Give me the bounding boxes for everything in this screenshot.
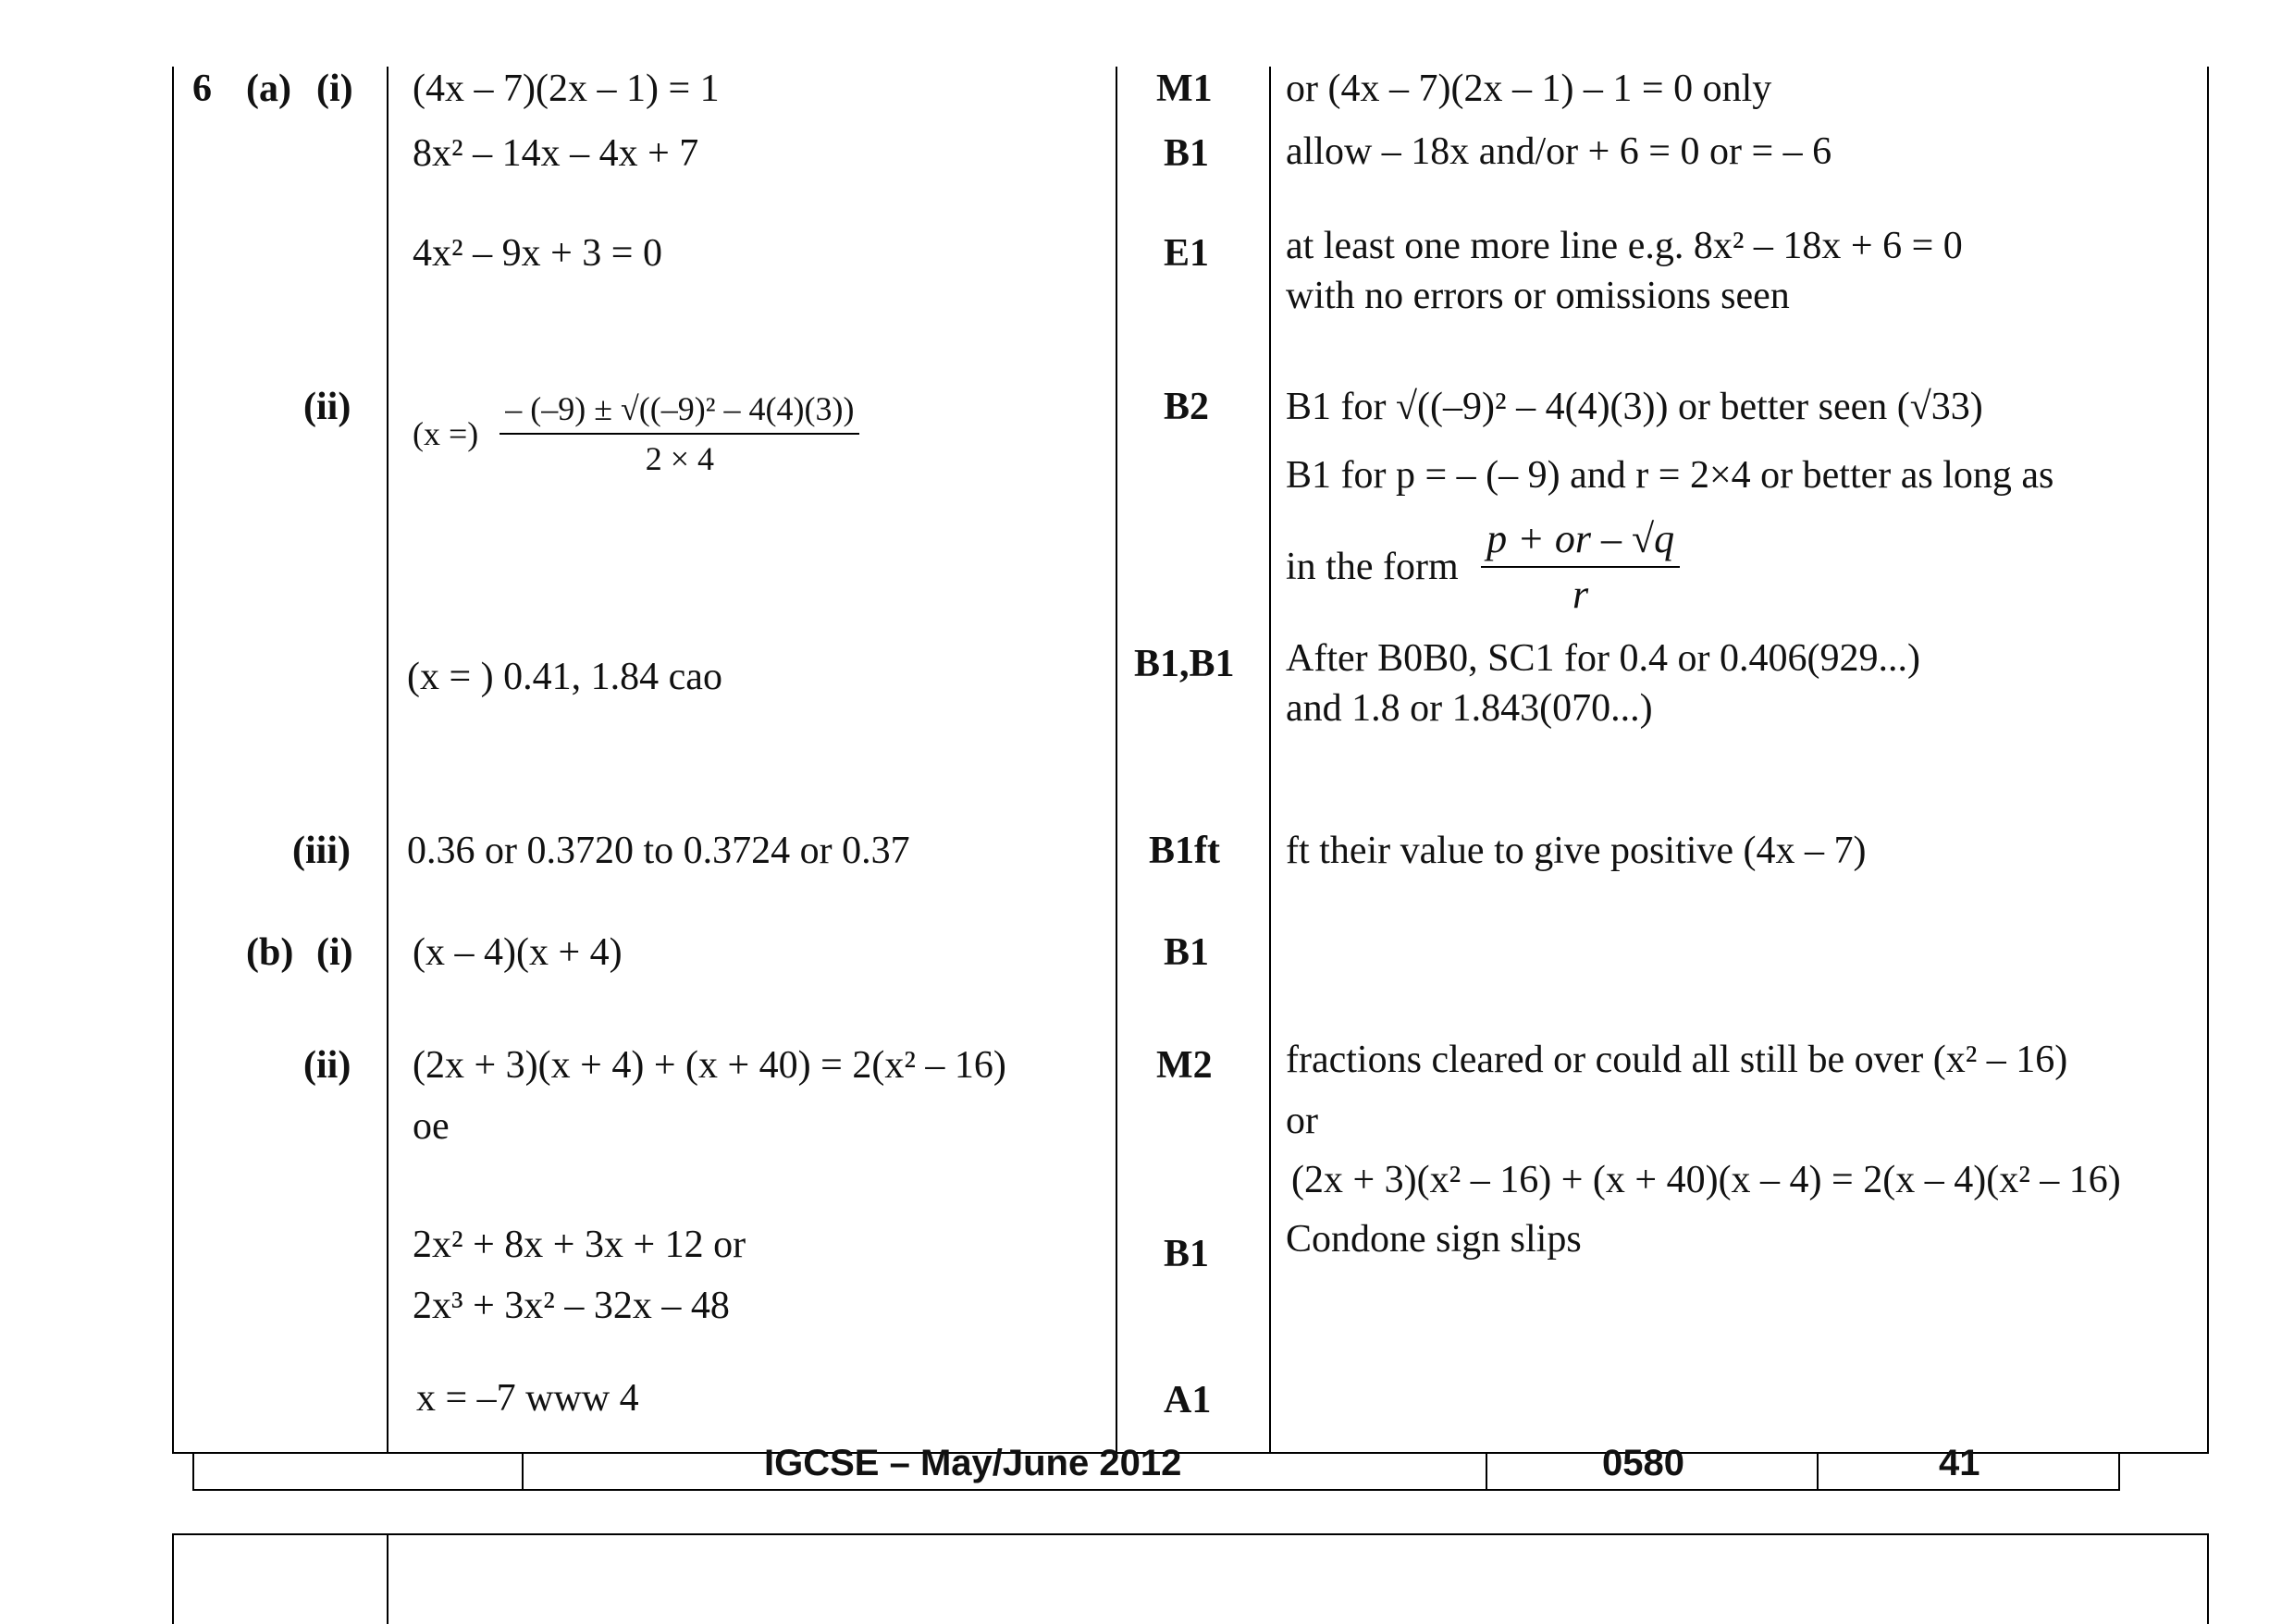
bii-answer-2: 2x² + 8x + 3x + 12 or: [413, 1224, 746, 1266]
aii-note-3: [1286, 516, 1680, 618]
part-aiii-label: (iii): [292, 830, 351, 872]
next-table-right: [2207, 1533, 2209, 1624]
aii-note-1: B1 for √((–9)² – 4(4)(3)) or better seen (√33): [1286, 386, 1983, 428]
header-div-3: [1817, 1454, 1819, 1491]
bii-note-2: or: [1286, 1100, 1318, 1142]
next-table-top: [172, 1533, 2209, 1535]
ai-note-3b: with no errors or omissions seen: [1286, 275, 1790, 317]
bii-note-3: (2x + 3)(x² – 16) + (x + 40)(x – 4) = 2(x – 4)(x² – 16): [1291, 1159, 2121, 1201]
bii-answer-3: 2x³ + 3x² – 32x – 48: [413, 1285, 730, 1327]
next-table-left: [172, 1533, 174, 1624]
part-ai-label: (i): [316, 68, 353, 110]
table-divider-3: [1269, 67, 1271, 1454]
part-a-label: (a): [246, 68, 291, 110]
aiii-answer: 0.36 or 0.3720 to 0.3724 or 0.37: [407, 830, 910, 872]
bii-answer-1b: oe: [413, 1105, 450, 1148]
aii-note-3-fraction: [1481, 516, 1680, 618]
bii-note-4: Condone sign slips: [1286, 1218, 1582, 1261]
header-right: [2118, 1454, 2120, 1491]
ai-note-2: allow – 18x and/or + 6 = 0 or = – 6: [1286, 130, 1832, 173]
bii-answer-4: x = –7 www 4: [416, 1377, 639, 1420]
header-bottom: [192, 1489, 2120, 1491]
aii-formula-prefix: (x =): [413, 415, 479, 452]
ai-answer-3: 4x² – 9x + 3 = 0: [413, 232, 662, 275]
bii-note-1: fractions cleared or could all still be over (x² – 16): [1286, 1039, 2068, 1081]
table-right-border: [2207, 67, 2209, 1454]
header-left: [192, 1454, 194, 1491]
bii-answer-1: (2x + 3)(x + 4) + (x + 40) = 2(x² – 16): [413, 1044, 1006, 1087]
bi-mark: B1: [1164, 931, 1210, 974]
table-divider-2: [1116, 67, 1117, 1454]
aii-formula-fraction: [500, 388, 859, 479]
aii-formula-numerator: – (–9) ± √((–9)² – 4(4)(3)): [500, 388, 859, 435]
part-b-label: (b): [246, 931, 294, 974]
ai-note-3: at least one more line e.g. 8x² – 18x + 6 = 0: [1286, 225, 1963, 267]
table-left-border: [172, 67, 174, 1454]
part-bi-label: (i): [316, 931, 353, 974]
ai-mark-2: B1: [1164, 132, 1210, 175]
part-bii-label: (ii): [303, 1044, 352, 1087]
ai-answer-1: (4x – 7)(2x – 1) = 1: [413, 68, 720, 110]
syllabus-text: IGCSE – May/June 2012: [764, 1443, 1182, 1483]
aiii-note: ft their value to give positive (4x – 7): [1286, 830, 1867, 872]
ai-note-1: or (4x – 7)(2x – 1) – 1 = 0 only: [1286, 68, 1772, 110]
part-aii-label: (ii): [303, 386, 352, 428]
aii-answer-2: (x = ) 0.41, 1.84 cao: [407, 656, 722, 698]
header-div-1: [522, 1454, 524, 1491]
ai-answer-2: 8x² – 14x – 4x + 7: [413, 132, 699, 175]
paper-number: 41: [1939, 1443, 1980, 1483]
aii-note-5: and 1.8 or 1.843(070...): [1286, 687, 1653, 730]
syllabus-code: 0580: [1602, 1443, 1684, 1483]
aiii-mark: B1ft: [1149, 830, 1220, 872]
ai-mark-1: M1: [1156, 68, 1213, 110]
aii-mark-1: B2: [1164, 386, 1210, 428]
bi-answer: (x – 4)(x + 4): [413, 931, 623, 974]
header-div-2: [1486, 1454, 1487, 1491]
aii-note-2: B1 for p = – (– 9) and r = 2×4 or better as long as: [1286, 454, 2054, 497]
aii-note-3-numerator: p + or – √q: [1481, 516, 1680, 568]
aii-note-3-denominator: r: [1572, 572, 1589, 617]
bii-mark-2: B1: [1164, 1233, 1210, 1275]
question-number: 6: [192, 68, 212, 110]
aii-note-4: After B0B0, SC1 for 0.4 or 0.406(929...): [1286, 637, 1920, 680]
aii-formula: [413, 388, 859, 479]
table-bottom-border: [172, 1452, 2209, 1454]
next-table-divider: [387, 1533, 388, 1624]
aii-mark-2: B1,B1: [1134, 643, 1235, 685]
ai-mark-3: E1: [1164, 232, 1210, 275]
bii-mark-1: M2: [1156, 1044, 1213, 1087]
aii-formula-denominator: 2 × 4: [645, 440, 715, 477]
aii-note-3-prefix: in the form: [1286, 546, 1459, 588]
table-divider-1: [387, 67, 388, 1454]
bii-mark-3: A1: [1164, 1379, 1212, 1421]
